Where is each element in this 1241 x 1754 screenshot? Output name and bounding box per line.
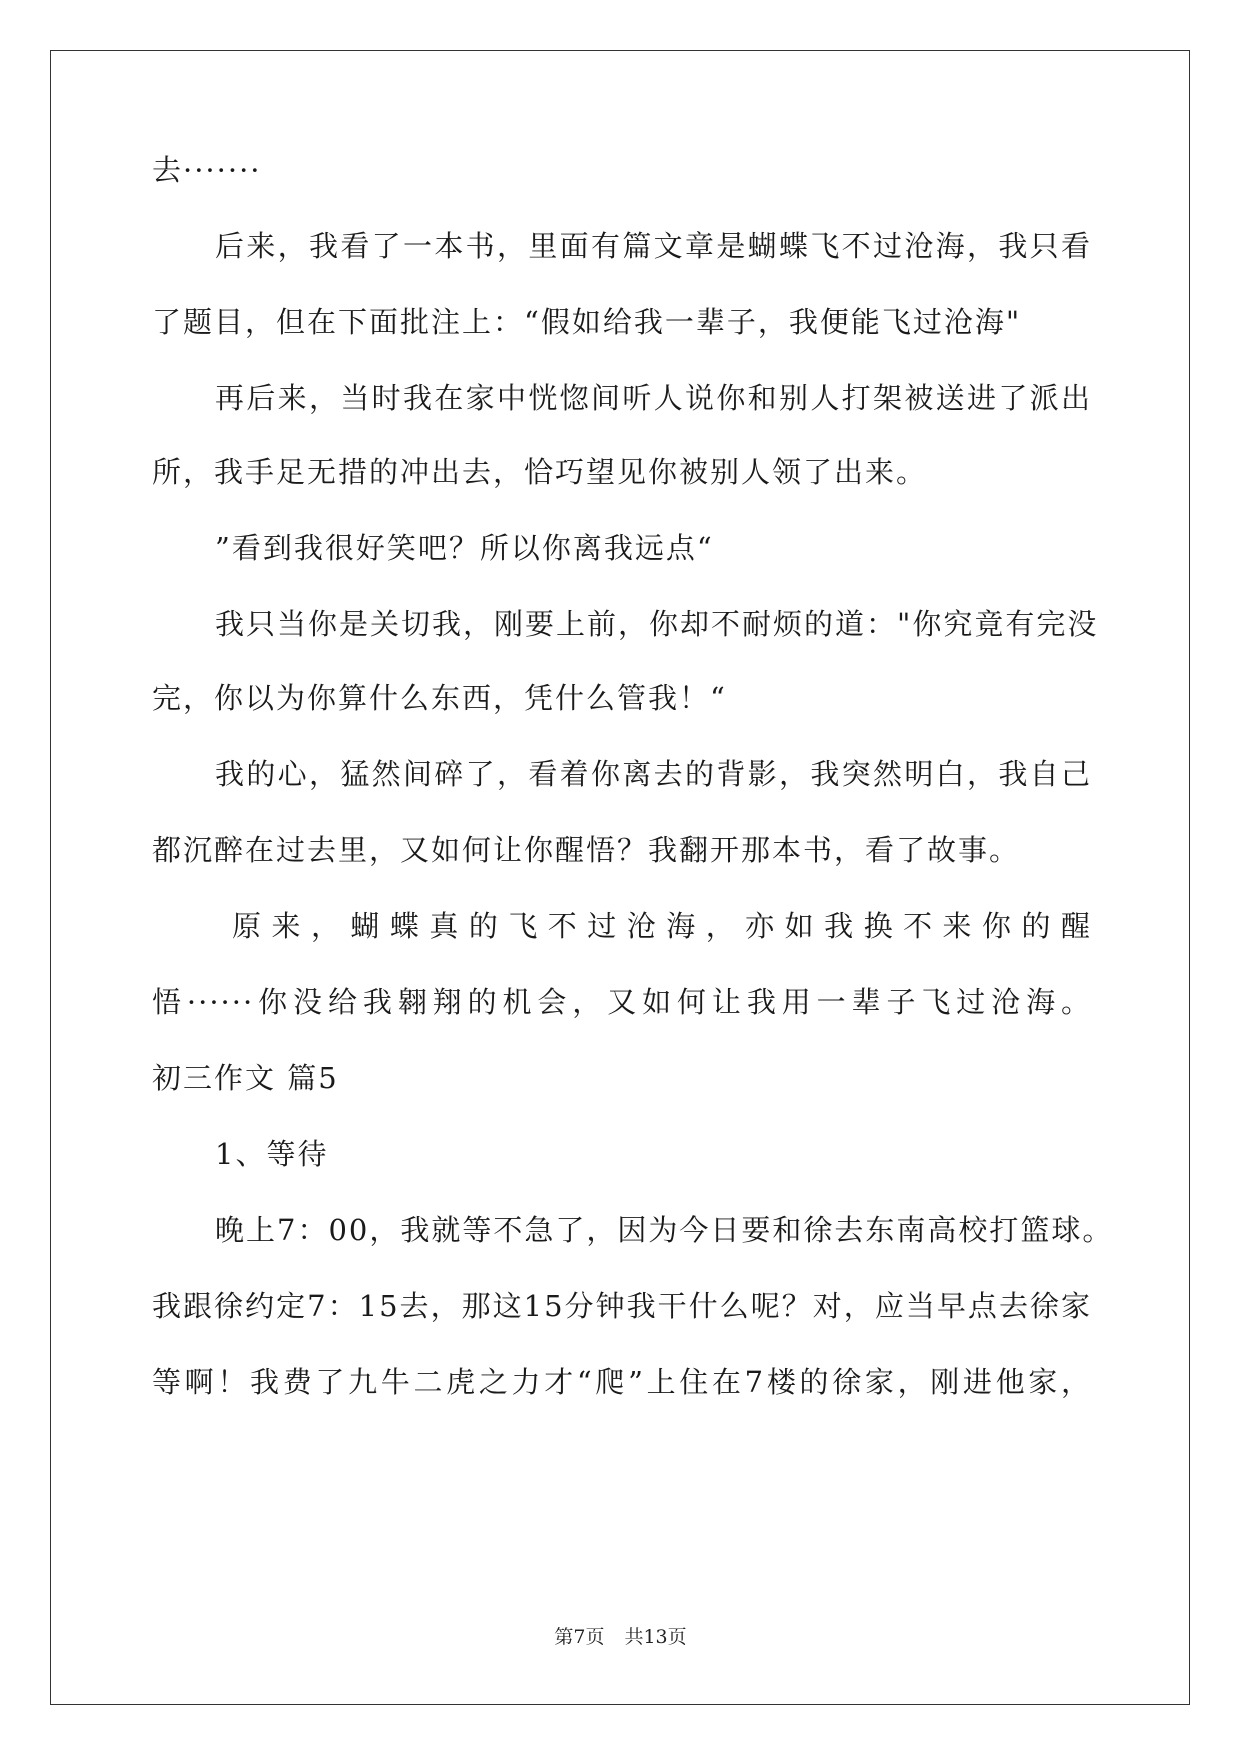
text-line: 我跟徐约定7：15去，那这15分钟我干什么呢？对，应当早点去徐家 xyxy=(152,1289,1092,1323)
text-line: 所，我手足无措的冲出去，恰巧望见你被别人领了出来。 xyxy=(152,455,928,489)
text-line: 悟······你没给我翱翔的机会，又如何让我用一辈子飞过沧海。 xyxy=(152,985,1092,1019)
text-line: 等啊！我费了九牛二虎之力才“爬”上住在7楼的徐家，刚进他家， xyxy=(152,1365,1092,1399)
paragraph-line: 晚上7：00，我就等不急了，因为今日要和徐去东南高校打篮球。 xyxy=(215,1213,1114,1247)
page-number: 第7页 xyxy=(554,1626,605,1648)
paragraph-line: 后来，我看了一本书，里面有篇文章是蝴蝶飞不过沧海，我只看 xyxy=(215,229,1092,263)
subsection-heading: 1、等待 xyxy=(215,1137,329,1171)
text-line: 去······· xyxy=(152,153,262,187)
paragraph-line: 再后来，当时我在家中恍惚间听人说你和别人打架被送进了派出 xyxy=(215,381,1092,415)
text-line: 完，你以为你算什么东西，凭什么管我！“ xyxy=(152,681,727,715)
paragraph-line: 我只当你是关切我，刚要上前，你却不耐烦的道："你究竟有完没 xyxy=(215,607,1099,641)
paragraph-line: ”看到我很好笑吧？所以你离我远点“ xyxy=(215,531,714,565)
page-total: 共13页 xyxy=(624,1626,687,1648)
text-line: 了题目，但在下面批注上：“假如给我一辈子，我便能飞过沧海" xyxy=(152,305,1022,339)
section-heading: 初三作文 篇5 xyxy=(152,1061,339,1095)
paragraph-line: 我的心，猛然间碎了，看着你离去的背影，我突然明白，我自己 xyxy=(215,757,1092,791)
paragraph-line: 原来，蝴蝶真的飞不过沧海，亦如我换不来你的醒 xyxy=(232,909,1092,943)
text-line: 都沉醉在过去里，又如何让你醒悟？我翻开那本书，看了故事。 xyxy=(152,833,1021,867)
page-border xyxy=(50,50,1190,1705)
page-footer xyxy=(0,1622,1241,1649)
